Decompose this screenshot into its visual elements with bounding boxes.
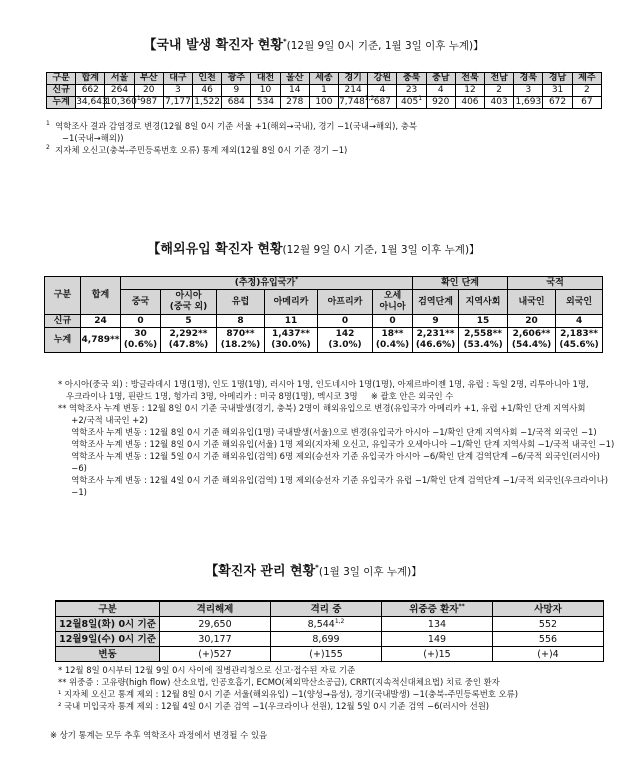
table-header-cell: 오세 아니아 — [373, 290, 413, 315]
table-header-cell: 부산 — [134, 73, 163, 85]
row-label: 누계 — [45, 328, 81, 353]
table-cell: 403 — [485, 97, 514, 109]
table-cell: (+)527 — [160, 647, 271, 662]
section3-subtitle: (1월 3일 이후 누계)】 — [318, 566, 422, 578]
table-cell: 24 — [81, 315, 121, 328]
table-cell: 8 — [217, 315, 265, 328]
table-cell: 10 — [251, 85, 280, 97]
table-row — [56, 647, 604, 662]
table-cell: 2 — [572, 85, 601, 97]
table-header-cell: 유럽 — [217, 290, 265, 315]
note-text: 지자체 오신고(충북-주민등록번호 오류) 통계 제외(12월 8일 0시 기준 경기 −1) — [49, 145, 348, 155]
table-cell: 684 — [222, 97, 251, 109]
table-cell: 8,699 — [271, 632, 382, 647]
note-line: 역학조사 누계 변동 : 12월 4일 0시 기준 해외유입(검역) 1명 제외(승선자 기준 유입국가 유럽 −1/확인 단계 검역단계 −1/국적 외국인(우크라이나) — [58, 475, 608, 485]
table-cell: 29,650 — [160, 617, 271, 632]
case-management-table — [55, 600, 604, 662]
table-header-cell: 경남 — [543, 73, 572, 85]
table-cell: 30,177 — [160, 632, 271, 647]
table-header-cell: 경북 — [514, 73, 543, 85]
table-header-cell: 세종 — [309, 73, 338, 85]
table-header-cell: 격리 중 — [271, 601, 382, 617]
table-cell: 134 — [382, 617, 493, 632]
table-header-cell: 지역사회 — [459, 290, 508, 315]
table-header-cell: 전남 — [485, 73, 514, 85]
table-cell: 8,544$^{1,2}$ — [271, 617, 382, 632]
table-cell: 2 — [485, 85, 514, 97]
table-cell: 10,360$^1$ — [105, 95, 141, 107]
footnote-mark: 1,2 — [334, 617, 345, 625]
table-header-row — [56, 601, 604, 617]
table-row-total — [45, 328, 603, 353]
footnote-mark: 1 — [418, 95, 423, 102]
table-cell: 0 — [121, 315, 161, 328]
table-cell: (+)15 — [382, 647, 493, 662]
footnote-mark: 1 — [136, 95, 141, 102]
table-header-row — [47, 73, 602, 85]
table-cell: 149 — [382, 632, 493, 647]
note-line: ² 국내 미입국자 통계 제외 : 12월 4일 0시 기준 검역 −1(우크라이나 선원), 12월 5일 0시 기준 검역 −6(러시아 선원) — [58, 701, 490, 711]
table-header-cell: 제주 — [572, 73, 601, 85]
table-cell: 2,606** (54.4%) — [508, 328, 556, 353]
table-header-cell: 합계 — [76, 73, 105, 85]
table-header-cell: 내국인 — [508, 290, 556, 315]
table-cell: 662 — [76, 85, 105, 97]
table-cell: 3 — [514, 85, 543, 97]
section1-title — [0, 34, 627, 53]
row-label: 12월9일(수) 0시 기준 — [56, 632, 160, 647]
note-line: ** 위중증 : 고유량(high flow) 산소요법, 인공호흡기, ECMO(체외막산소공급), CRRT(지속적신대체요법) 치료 중인 환자 — [58, 677, 500, 687]
footnote-mark: 1,2 — [364, 95, 375, 102]
table-cell: 4 — [556, 315, 603, 328]
table-cell: 214 — [339, 85, 368, 97]
row-label: 12월8일(화) 0시 기준 — [56, 617, 160, 632]
table-cell: 4,789** — [81, 328, 121, 353]
table-cell: 7,177 — [165, 97, 191, 107]
note-line — [46, 120, 417, 132]
table-cell: 1,437** (30.0%) — [265, 328, 318, 353]
note-line: * 아시아(중국 외) : 방글라데시 1명(1명), 인도 1명(1명), 러시아 1명, 인도네시아 1명(1명), 아제르바이젠 1명, 유럽 : 독일 2명, 리투아니아 1명, — [58, 379, 589, 389]
table-cell: 9 — [222, 85, 251, 97]
table-cell: 23 — [397, 85, 426, 97]
table-cell: 534 — [251, 97, 280, 109]
note-text: −1(국내→해외)) — [46, 133, 124, 143]
table-cell: 46 — [193, 85, 222, 97]
note-line: 우크라이나 1명, 핀란드 1명, 헝가리 3명, 아메리카 : 미국 8명(1명), 멕시코 3명 ※ 괄호 안은 외국인 수 — [58, 391, 454, 401]
table-row-new — [47, 85, 602, 97]
table-cell: 18** (0.4%) — [373, 328, 413, 353]
table-cell: 687 — [368, 97, 397, 109]
table-cell: 7,748$^{1,2}$ — [339, 95, 375, 107]
table-header-cell: 외국인 — [556, 290, 603, 315]
table-cell: 1 — [309, 85, 338, 97]
table-cell: 264 — [105, 85, 134, 97]
row-label: 신규 — [47, 85, 76, 97]
table-cell: 987 — [134, 97, 163, 109]
table-header-cell: 울산 — [280, 73, 309, 85]
table-header-cell: 아시아 (중국 외) — [161, 290, 217, 315]
table-cell: 2,183** (45.6%) — [556, 328, 603, 353]
table-cell: 100 — [309, 97, 338, 109]
table-row-new — [45, 315, 603, 328]
table-cell: (+)4 — [493, 647, 604, 662]
header-country — [121, 277, 413, 290]
table-header-cell: 구분 — [47, 73, 76, 85]
table-row-total — [47, 97, 602, 109]
table-header-cell: 전북 — [455, 73, 484, 85]
section1-subtitle: (12월 9일 0시 기준, 1월 3일 이후 누계)】 — [286, 40, 484, 52]
table-cell: 4 — [368, 85, 397, 97]
table-header-cell: 대구 — [163, 73, 192, 85]
table-cell: 556 — [493, 632, 604, 647]
header-country-sup: * — [295, 275, 299, 283]
section1-title-text: 【국내 발생 확진자 현황 — [143, 38, 283, 53]
note-line — [46, 132, 417, 144]
footnote-mark: ** — [458, 602, 465, 610]
note-line: 역학조사 누계 변동 : 12월 5일 0시 기준 해외유입(검역) 6명 제외(승선자 기준 유입국가 아시아 −6/확인 단계 검역단계 −6/국적 외국인(러시아) — [58, 451, 600, 461]
table-header-cell: 충남 — [426, 73, 455, 85]
table-cell: 920 — [426, 97, 455, 109]
table-header-cell: 구분 — [56, 601, 160, 617]
table-header-cell: 광주 — [222, 73, 251, 85]
table-cell: 1,522 — [194, 97, 220, 107]
section2-notes — [58, 378, 614, 498]
row-label: 누계 — [47, 97, 76, 109]
section3-title-text: 【확진자 관리 현황 — [205, 564, 316, 579]
note-line: ** 역학조사 누계 변동 : 12월 8일 0시 기준 국내발생(경기, 충북) 2명이 해외유입으로 변경(유입국가 아메리카 +1, 유럽 +1/확인 단계 지역사회 — [58, 403, 586, 413]
table-cell: 31 — [543, 85, 572, 97]
table-cell: $405^1$ — [397, 97, 426, 109]
table-cell: 142 (3.0%) — [318, 328, 373, 353]
section2-subtitle: (12월 9일 0시 기준, 1월 3일 이후 누계)】 — [282, 244, 480, 256]
section2-title-text: 【해외유입 확진자 현황 — [147, 242, 283, 257]
table-cell: 14 — [280, 85, 309, 97]
table-header-cell: 경기 — [339, 73, 368, 85]
footer-note: ※ 상기 통계는 모두 추후 역학조사 과정에서 변경될 수 있음 — [50, 730, 268, 740]
footnote-mark: 1 — [46, 120, 50, 128]
table-cell: 34,643 — [76, 97, 108, 107]
table-cell: 67 — [572, 97, 601, 109]
table-cell: 406 — [455, 97, 484, 109]
table-cell: (+)155 — [271, 647, 382, 662]
section1-notes — [46, 120, 417, 156]
table-header-cell: 사망자 — [493, 601, 604, 617]
table-cell: 552 — [493, 617, 604, 632]
header-total: 합계 — [81, 277, 121, 315]
header-nation: 국적 — [508, 277, 603, 290]
table-header-cell: 대전 — [251, 73, 280, 85]
domestic-cases-table — [46, 72, 602, 109]
table-header-cell: 위중증 환자** — [382, 601, 493, 617]
row-label: 변동 — [56, 647, 160, 662]
note-line: −6) — [58, 463, 87, 473]
table-cell: 2,292** (47.8%) — [161, 328, 217, 353]
table-cell: 30 (0.6%) — [121, 328, 161, 353]
note-line: 역학조사 누계 변동 : 12월 8일 0시 기준 해외유입(1명) 국내발생(서울)으로 변경(유입국가 아시아 −1/확인 단계 지역사회 −1/국적 외국인 −1) — [58, 427, 597, 437]
table-cell: 672 — [543, 97, 572, 109]
note-line: ¹ 지자체 오신고 통계 제외 : 12월 8일 0시 기준 서울(해외유입) −1(양성→음성), 경기(국내발생) −1(충북-주민등록번호 오류) — [58, 689, 518, 699]
table-cell: 1,693 — [515, 97, 542, 107]
table-cell: 3 — [163, 85, 192, 97]
note-line: −1) — [58, 487, 87, 497]
table-row — [56, 632, 604, 647]
table-row — [56, 617, 604, 632]
table-cell: 5 — [161, 315, 217, 328]
table-cell: 4 — [426, 85, 455, 97]
table-cell: 20 — [508, 315, 556, 328]
table-cell: 870** (18.2%) — [217, 328, 265, 353]
note-line — [46, 144, 417, 156]
note-line: 역학조사 누계 변동 : 12월 8일 0시 기준 해외유입(서울) 1명 제외(지자체 오신고, 유입국가 오세아니아 −1/확인 단계 지역사회 −1/국적 내국인 −1) — [58, 439, 615, 449]
overseas-cases-table — [44, 276, 603, 353]
section2-title — [0, 238, 627, 257]
table-cell: 11 — [265, 315, 318, 328]
table-cell: 9 — [413, 315, 459, 328]
header-country-text: (추정)유입국가 — [234, 277, 296, 288]
table-header-cell: 아프리카 — [318, 290, 373, 315]
table-header-cell: 격리해제 — [160, 601, 271, 617]
table-cell: 2,231** (46.6%) — [413, 328, 459, 353]
note-text: 역학조사 결과 감염경로 변경(12월 8일 0시 기준 서울 +1(해외→국내), 경기 −1(국내→해외), 충북 — [49, 121, 417, 131]
table-cell: 278 — [280, 97, 309, 109]
footnote-mark: 2 — [46, 144, 50, 152]
table-body — [56, 617, 604, 662]
header-gubun: 구분 — [45, 277, 81, 315]
table-cell: 0 — [373, 315, 413, 328]
table-header-cell: 중국 — [121, 290, 161, 315]
table-cell: 2,558** (53.4%) — [459, 328, 508, 353]
table-header-cell: 아메리카 — [265, 290, 318, 315]
section3-notes — [58, 664, 518, 712]
table-header-cell: 충북 — [397, 73, 426, 85]
header-stage: 확인 단계 — [413, 277, 508, 290]
section3-title-sup: * — [315, 563, 319, 572]
table-header-cell: 서울 — [105, 73, 134, 85]
section1-title-sup: * — [282, 37, 287, 46]
subheader-row — [45, 290, 603, 315]
section3-title — [0, 560, 627, 579]
row-label: 신규 — [45, 315, 81, 328]
table-cell: 20 — [134, 85, 163, 97]
table-header-cell: 검역단계 — [413, 290, 459, 315]
table-cell: 12 — [455, 85, 484, 97]
table-cell: 0 — [318, 315, 373, 328]
note-line: +2/국적 내국인 +2) — [58, 415, 148, 425]
table-cell: 15 — [459, 315, 508, 328]
note-line: * 12월 8일 0시부터 12월 9일 0시 사이에 질병관리청으로 신고·접수된 자료 기준 — [58, 665, 356, 675]
table-header-cell: 인천 — [193, 73, 222, 85]
table-header-cell: 강원 — [368, 73, 397, 85]
